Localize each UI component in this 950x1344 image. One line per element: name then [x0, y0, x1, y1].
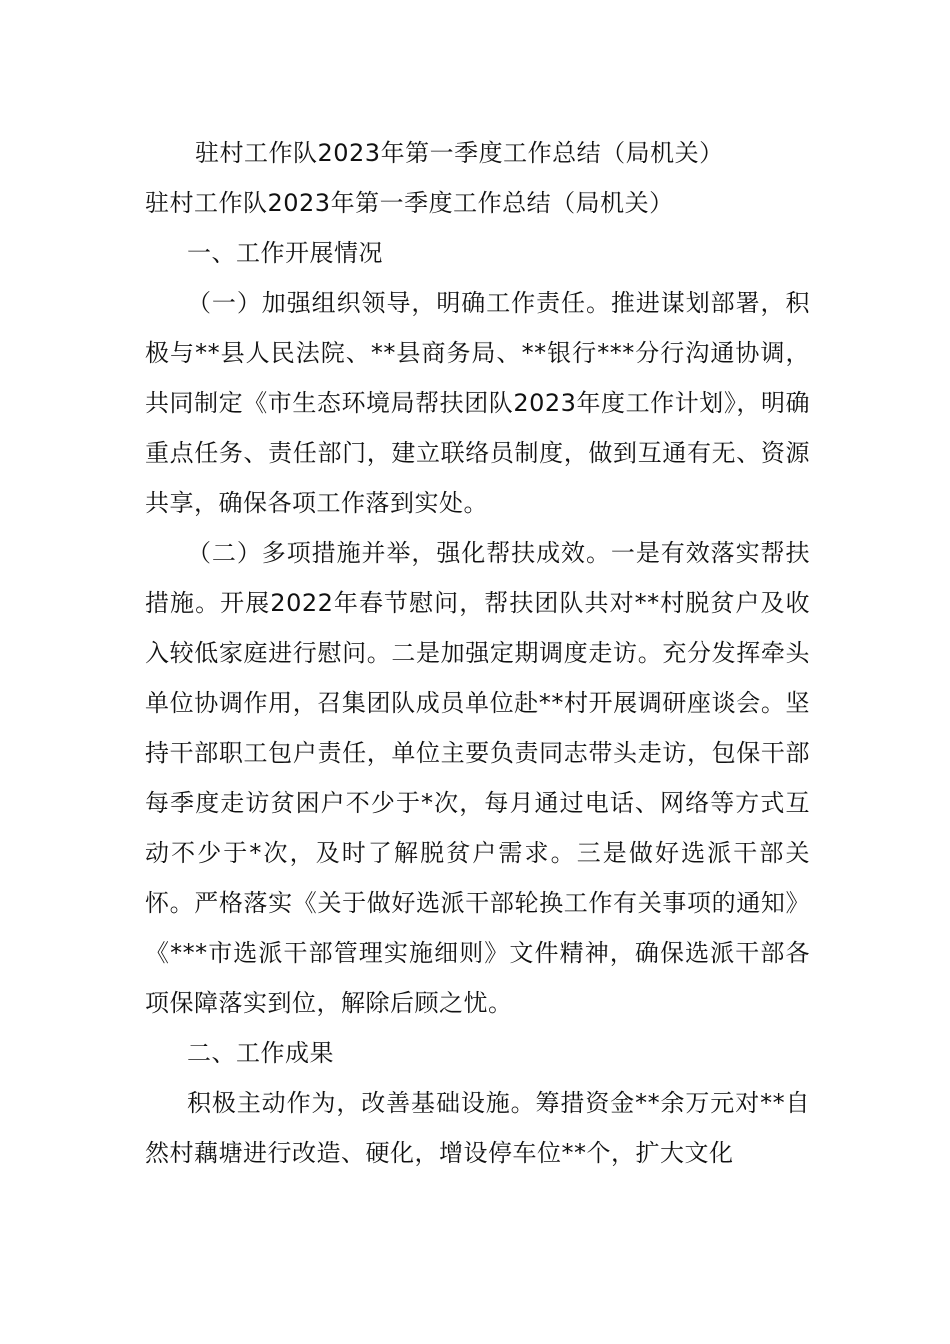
document-subtitle: 驻村工作队2023年第一季度工作总结（局机关） — [145, 189, 674, 217]
document-title: 驻村工作队2023年第一季度工作总结（局机关） — [195, 139, 724, 167]
document-body — [145, 128, 810, 1178]
paragraph-organization-leadership: （一）加强组织领导，明确工作责任。推进谋划部署，积极与**县人民法院、**县商务局、**银行***分行沟通协调，共同制定《市生态环境局帮扶团队2023年度工作计划》，明确重点任务、责任部门，建立联络员制度，做到互通有无、资源共享，确保各项工作落到实处。 — [145, 289, 810, 517]
paragraph-support-measures: （二）多项措施并举，强化帮扶成效。一是有效落实帮扶措施。开展2022年春节慰问，帮扶团队共对**村脱贫户及收入较低家庭进行慰问。二是加强定期调度走访。充分发挥牵头单位协调作用，召集团队成员单位赴**村开展调研座谈会。坚持干部职工包户责任，单位主要负责同志带头走访，包保干部每季度走访贫困户不少于*次，每月通过电话、网络等方式互动不少于*次，及时了解脱贫户需求。三是做好选派干部关怀。严格落实《关于做好选派干部轮换工作有关事项的通知》《***市选派干部管理实施细则》文件精神，确保选派干部各项保障落实到位，解除后顾之忧。 — [145, 539, 810, 1017]
paragraph-infrastructure: 积极主动作为，改善基础设施。筹措资金**余万元对**自然村藕塘进行改造、硬化，增设停车位**个，扩大文化 — [145, 1089, 810, 1167]
section-heading-work-results: 二、工作成果 — [187, 1039, 334, 1067]
section-heading-work-progress: 一、工作开展情况 — [187, 239, 383, 267]
